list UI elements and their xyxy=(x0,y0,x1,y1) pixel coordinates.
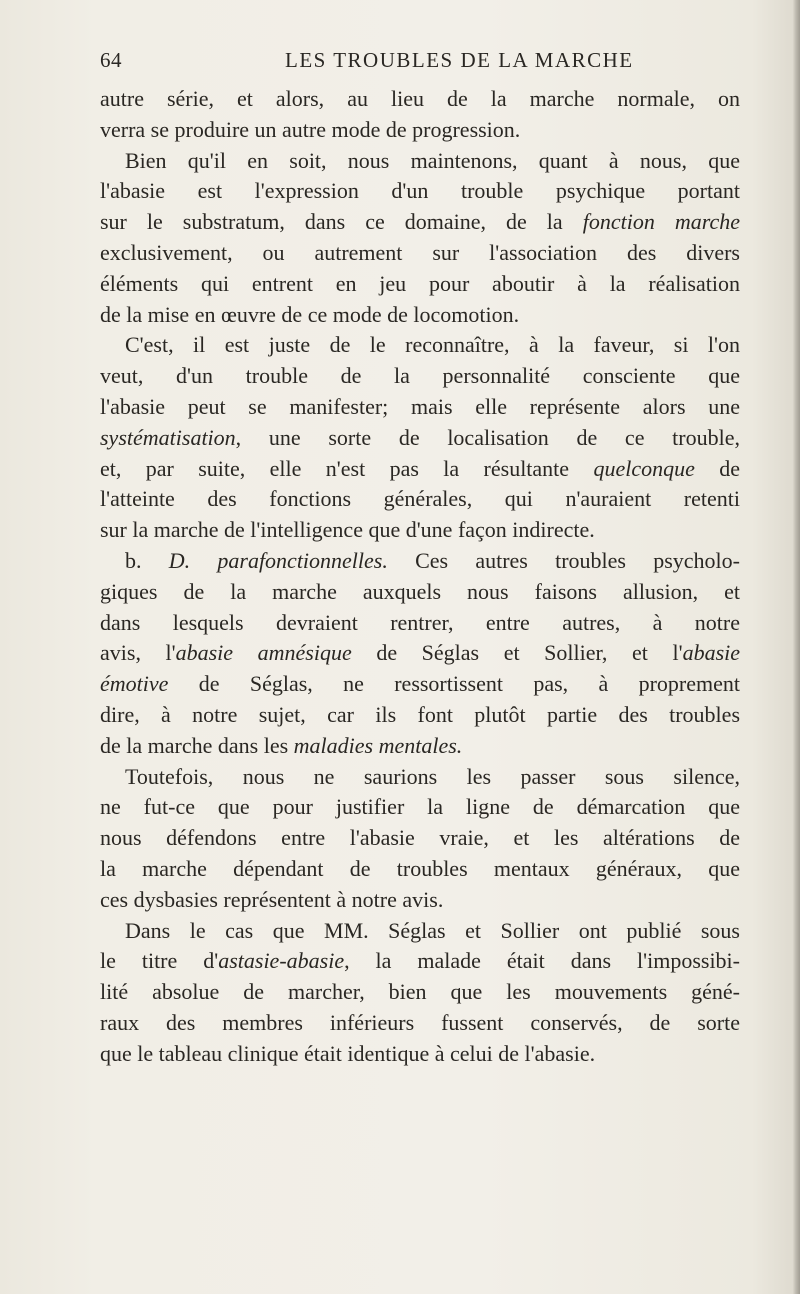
text-line: ces dysbasies représentent à notre avis. xyxy=(100,886,444,912)
text-line: avis, l'abasie amnésique de Séglas et Sollier, et l'abasie xyxy=(100,640,741,666)
text-line: et, par suite, elle n'est pas la résultante quelconque de xyxy=(100,455,741,481)
text-line: autre série, et alors, au lieu de la marche normale, on xyxy=(100,86,740,111)
page-edge-shadow xyxy=(793,0,800,1294)
text-line: exclusivement, ou autrement sur l'association des divers xyxy=(100,239,740,265)
text-line: dans lesquels devraient rentrer, entre autres, à notre xyxy=(100,609,740,635)
running-head: LES TROUBLES DE LA MARCHE xyxy=(285,48,634,72)
italic-term: D. parafonctionnelles. xyxy=(168,547,388,573)
text-line: Dans le cas que MM. Séglas et Sollier ont publié sous xyxy=(125,917,740,943)
text-line: le titre d'astasie-abasie, la malade était dans l'impossibi- xyxy=(100,948,740,974)
italic-term: abasie amnésique xyxy=(175,640,352,666)
italic-term: émotive xyxy=(100,671,169,697)
text-line: éléments qui entrent en jeu pour aboutir à la réalisation xyxy=(100,270,740,296)
text-line: de la marche dans les maladies mentales. xyxy=(100,732,463,758)
text-line: Bien qu'il en soit, nous maintenons, quant à nous, que xyxy=(125,147,740,173)
italic-term: fonction marche xyxy=(582,209,740,235)
text-line: giques de la marche auxquels nous faisons allusion, et xyxy=(100,578,740,604)
text-line: ne fut-ce que pour justifier la ligne de démarcation que xyxy=(100,794,740,820)
text-line: dire, à notre sujet, car ils font plutôt partie des troubles xyxy=(100,701,740,727)
text-line: que le tableau clinique était identique à celui de l'abasie. xyxy=(100,1040,596,1066)
text-line: sur le substratum, dans ce domaine, de la fonction marche xyxy=(100,209,740,235)
text-line: sur la marche de l'intelligence que d'une façon indirecte. xyxy=(100,517,595,543)
text-line: b. D. parafonctionnelles. Ces autres troubles psycholo- xyxy=(125,547,740,573)
text-line: émotive de Séglas, ne ressortissent pas, à proprement xyxy=(100,671,740,697)
italic-term: quelconque xyxy=(593,455,695,481)
body-text xyxy=(100,84,740,1070)
text-line: l'abasie peut se manifester; mais elle représente alors une xyxy=(100,393,740,419)
text-line: l'atteinte des fonctions générales, qui n'auraient retenti xyxy=(100,486,740,512)
page-number: 64 xyxy=(100,48,122,72)
italic-term: abasie xyxy=(682,640,741,666)
page-header xyxy=(100,44,740,80)
italic-term: systématisation xyxy=(100,424,236,450)
text-line: l'abasie est l'expression d'un trouble psychique portant xyxy=(100,178,740,204)
text-line: Toutefois, nous ne saurions les passer sous silence, xyxy=(125,763,740,789)
text-line: C'est, il est juste de le reconnaître, à la faveur, si l'on xyxy=(125,332,740,358)
italic-term: astasie-abasie xyxy=(218,948,345,974)
text-line: verra se produire un autre mode de progression. xyxy=(100,116,521,142)
text-line: de la mise en œuvre de ce mode de locomotion. xyxy=(100,301,520,327)
text-line: veut, d'un trouble de la personnalité consciente que xyxy=(100,363,740,389)
text-line: la marche dépendant de troubles mentaux généraux, que xyxy=(100,855,740,881)
text-line: systématisation, une sorte de localisation de ce trouble, xyxy=(100,424,740,450)
text-line: raux des membres inférieurs fussent conservés, de sorte xyxy=(100,1009,740,1035)
text-line: lité absolue de marcher, bien que les mouvements géné- xyxy=(100,979,740,1005)
italic-term: maladies mentales. xyxy=(293,732,463,758)
text-line: nous défendons entre l'abasie vraie, et les altérations de xyxy=(100,825,740,851)
